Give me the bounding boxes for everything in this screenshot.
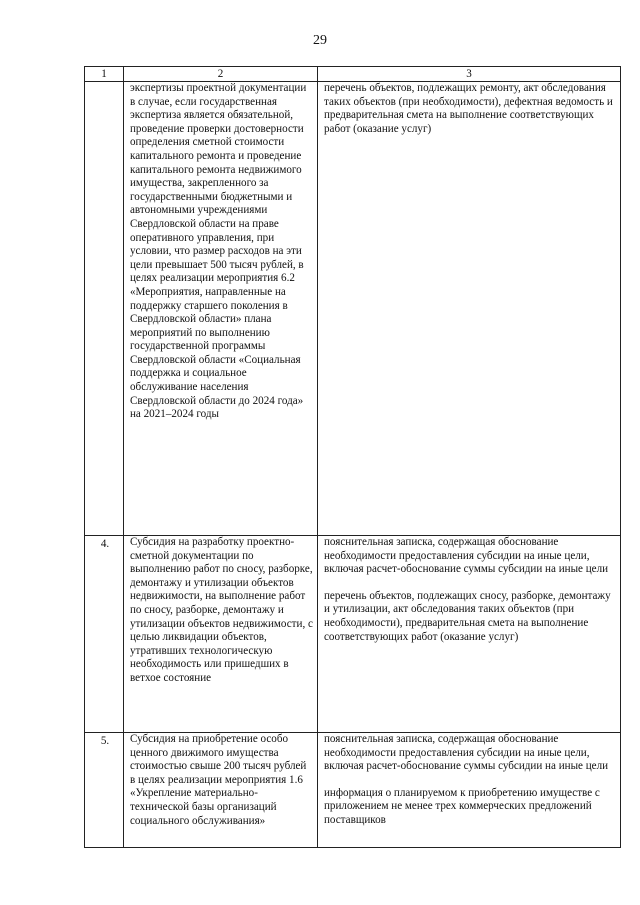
subsidy-description: экспертизы проектной документации в случае, если государственная экспертиза является обязательной, проведение проверки достоверности определения сметной стоимости капитального ремонта и проведение капитального ремонта недвижимого имущества, закрепленного за государственными бюджетными и автономными учреждениями Свердловской области на праве оперативного управления, при условии, что размер расходов на эти цели превышает 500 тысяч рублей, в целях реализации мероприятия 6.2 «Мероприятия, направленные на поддержку старшего поколения в Свердловской области» плана мероприятий по выполнению государственной программы Свердловской области «Социальная поддержка и социальное обслуживание населения Свердловской области до 2024 года» на 2021–2024 годы	[124, 82, 318, 536]
required-documents	[318, 82, 621, 536]
document-paragraph: перечень объектов, подлежащих сносу, разборке, демонтажу и утилизации, акт обследования таких объектов (при необходимости), предварительная смета на выполнение соответствующих работ (оказание услуг)	[324, 589, 611, 643]
row-number: 5.	[85, 733, 124, 848]
table-row	[85, 536, 621, 733]
required-documents	[318, 733, 621, 848]
header-col-1: 1	[85, 67, 124, 82]
subsidy-description: Субсидия на разработку проектно-сметной документации по выполнению работ по сносу, разборке, демонтажу и утилизации объектов недвижимости, на выполнение работ по сносу, разборке, демонтажу и утилизации объектов недвижимости, с целью ликвидации объектов, утративших технологическую необходимость или пришедших в ветхое состояние	[124, 536, 318, 733]
requirements-table	[84, 66, 621, 848]
row-number: 4.	[85, 536, 124, 733]
document-paragraph: пояснительная записка, содержащая обоснование необходимости предоставления субсидии на иные цели, включая расчет-обоснование суммы субсидии на иные цели	[324, 733, 609, 773]
table-row	[85, 82, 621, 536]
document-paragraph: перечень объектов, подлежащих ремонту, акт обследования таких объектов (при необходимости), дефектная ведомость и предварительная смета на выполнение соответствующих работ (оказание услуг)	[324, 82, 613, 135]
required-documents	[318, 536, 621, 733]
subsidy-description: Субсидия на приобретение особо ценного движимого имущества стоимостью свыше 200 тысяч рублей в целях реализации мероприятия 1.6 «Укрепление материально-технической базы организаций социального обслуживания»	[124, 733, 318, 848]
page-number: 29	[313, 33, 327, 48]
header-col-3: 3	[318, 67, 621, 82]
row-number	[85, 82, 124, 536]
document-paragraph: пояснительная записка, содержащая обоснование необходимости предоставления субсидии на иные цели, включая расчет-обоснование суммы субсидии на иные цели	[324, 536, 609, 576]
header-col-2: 2	[124, 67, 318, 82]
document-paragraph: информация о планируемом к приобретению имуществе с приложением не менее трех коммерческих предложений поставщиков	[324, 786, 600, 826]
table-row	[85, 733, 621, 848]
table-header-row	[85, 67, 621, 82]
